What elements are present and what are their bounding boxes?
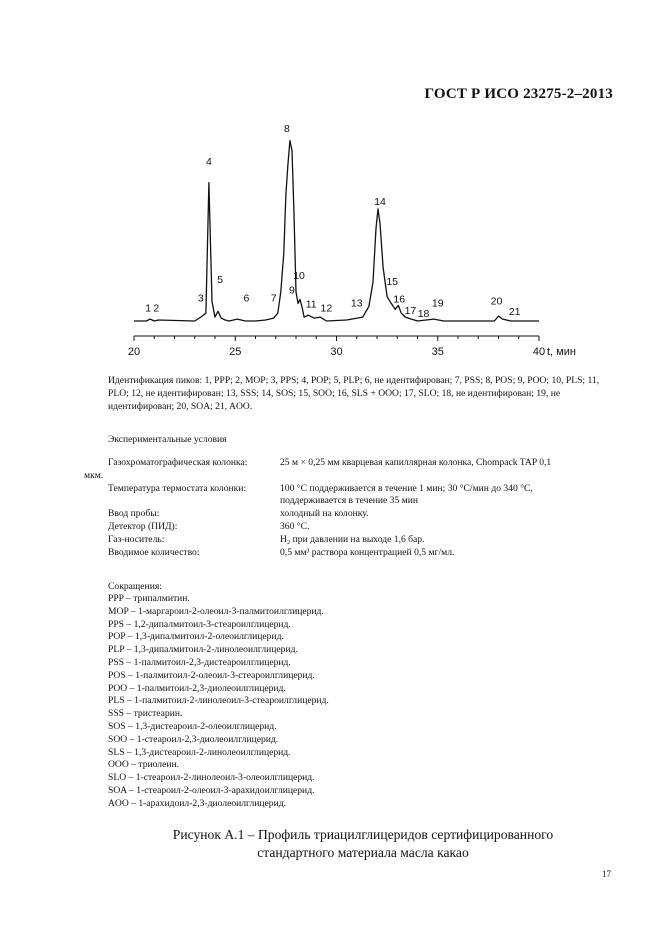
condition-value: холодный на колонку.: [280, 508, 369, 520]
abbreviation-item: PLP – 1,3-дипалмитоил-2-линолеоилглицерид.: [108, 644, 298, 656]
peak-label: 12: [320, 302, 333, 315]
x-axis-label: t, мин: [547, 346, 576, 358]
condition-value: 360 °C.: [280, 520, 310, 532]
abbreviation-item: SOO – 1-стеароил-2,3-диолеоилглицерид.: [108, 733, 279, 745]
conditions-title: Экспериментальные условия: [108, 434, 227, 445]
peak-label: 21: [508, 306, 521, 319]
condition-label: Газ-носитель:: [108, 533, 165, 545]
peak-label: 16: [393, 293, 406, 306]
abbreviation-item: PPS – 1,2-дипалмитоил-3-стеароилглицерид.: [108, 618, 291, 630]
peak-label: 20: [490, 295, 503, 308]
abbreviation-item: PPP – трипалмитин.: [108, 593, 190, 604]
peak-label: 14: [374, 195, 386, 208]
peak-label: 4: [206, 156, 212, 168]
page-number: 17: [602, 869, 611, 879]
peak-label: 13: [350, 297, 363, 310]
condition-value-continued: мкм.: [84, 469, 104, 481]
abbreviation-item: SLO – 1-стеароил-2-линолеоил-3-олеоилглицерид.: [108, 772, 315, 784]
condition-row: [84, 457, 628, 483]
condition-row: [108, 508, 628, 521]
condition-label: Температура термостата колонки:: [108, 482, 247, 494]
condition-value: 25 м × 0,25 мм кварцевая капиллярная колонка, Chompack TAP 0,1: [280, 457, 552, 468]
abbreviations-list: [108, 593, 329, 811]
peak-label: 5: [217, 273, 223, 286]
peak-identification: Идентификация пиков: 1, PPP; 2, MOP; 3, PPS; 4, POP; 5, PLP; 6, не идентифирован; 7, PSS; 8, POS; 9, POO; 10, PLS; 11, PLO; 12, не идентифирован; 13, SSS; 14, SOS; 15, SOO; 16, SLS + OOO; 17, SLO; 18, не идентифирован; 19, не идентифирован; 20, SOA; 21, AOO.: [108, 375, 600, 412]
abbreviation-item: SLS – 1,3-дистеароил-2-линолеоилглицерид.: [108, 746, 291, 758]
abbreviation-item: AOO – 1-арахидоил-2,3-диолеоилглицерид.: [108, 797, 287, 809]
peak-label: 11: [305, 298, 317, 311]
peak-label: 19: [431, 297, 444, 310]
abbreviation-item: PSS – 1-палмитоил-2,3-дистеароилглицерид.: [108, 656, 291, 668]
peak-label: 7: [270, 292, 277, 305]
condition-value: H₂ при давлении на выходе 1,6 бар.: [280, 533, 425, 545]
figure-caption-line: стандартного материала масла какао: [257, 845, 469, 860]
conditions-table: [84, 457, 628, 559]
chromatogram-chart: [110, 110, 580, 372]
abbreviation-item: MOP – 1-маргароил-2-олеоил-3-палмитоилглицерид.: [108, 605, 324, 617]
condition-row: [108, 534, 628, 547]
abbreviation-item: POS – 1-палмитоил-2-олеоил-3-стеароилглицерид.: [108, 669, 315, 681]
abbreviation-item: POP – 1,3-дипалмитоил-2-олеоилглицерид.: [108, 631, 284, 643]
x-tick-label: 40: [532, 346, 546, 358]
condition-row: [108, 547, 628, 560]
condition-value: [280, 483, 620, 509]
condition-label: Вводимое количество:: [108, 546, 200, 558]
figure-caption: [110, 826, 616, 862]
peak-label: 3: [197, 292, 204, 305]
condition-value: 0,5 мм³ раствора концентрацией 0,5 мг/мл.: [280, 546, 455, 558]
peak-label: 17: [404, 305, 417, 318]
condition-label: Детектор (ПИД):: [108, 520, 178, 532]
peak-label: 2: [153, 302, 160, 315]
x-tick-label: 20: [127, 346, 141, 358]
chromatogram-trace: [134, 141, 539, 321]
peak-label: 10: [293, 270, 305, 283]
document-id-header: ГОСТ Р ИСО 23275-2–2013: [424, 86, 613, 102]
abbreviation-item: POO – 1-палмитоил-2,3-диолеоилглицерид.: [108, 682, 286, 694]
x-tick-label: 30: [330, 346, 343, 358]
abbreviation-item: OOO – триолеин.: [108, 759, 180, 771]
figure-caption-line: Рисунок А.1 – Профиль триацилглицеридов сертифицированного: [172, 827, 554, 842]
x-tick-label: 25: [229, 346, 242, 358]
condition-value-line: 100 °C поддерживается в течение 1 мин; 30 °C/мин до 340 °C,: [280, 482, 533, 494]
peak-label: 9: [289, 284, 295, 297]
peak-label: 6: [243, 292, 250, 305]
peak-label: 18: [417, 308, 430, 321]
peak-label: 8: [283, 122, 290, 135]
condition-row: [108, 483, 628, 509]
condition-value-line: поддерживается в течение 35 мин: [280, 495, 419, 507]
condition-label: Газохроматографическая колонка:: [108, 457, 248, 468]
peak-label: 1: [145, 302, 152, 315]
abbreviation-item: SSS – тристеарин.: [108, 708, 183, 720]
condition-label: Ввод пробы:: [108, 508, 160, 520]
abbreviation-item: PLS – 1-палмитоил-2-линолеоил-3-стеароилглицерид.: [108, 695, 329, 707]
condition-row: [108, 521, 628, 534]
abbreviation-item: SOA – 1-стеароил-2-олеоил-3-арахидоилглицерид.: [108, 784, 315, 796]
x-tick-label: 35: [431, 346, 444, 358]
peak-label: 15: [386, 275, 399, 288]
abbreviation-item: SOS – 1,3-дистеароил-2-олеоилглицерид.: [108, 720, 277, 732]
abbreviations-title: Сокращения:: [108, 581, 162, 592]
